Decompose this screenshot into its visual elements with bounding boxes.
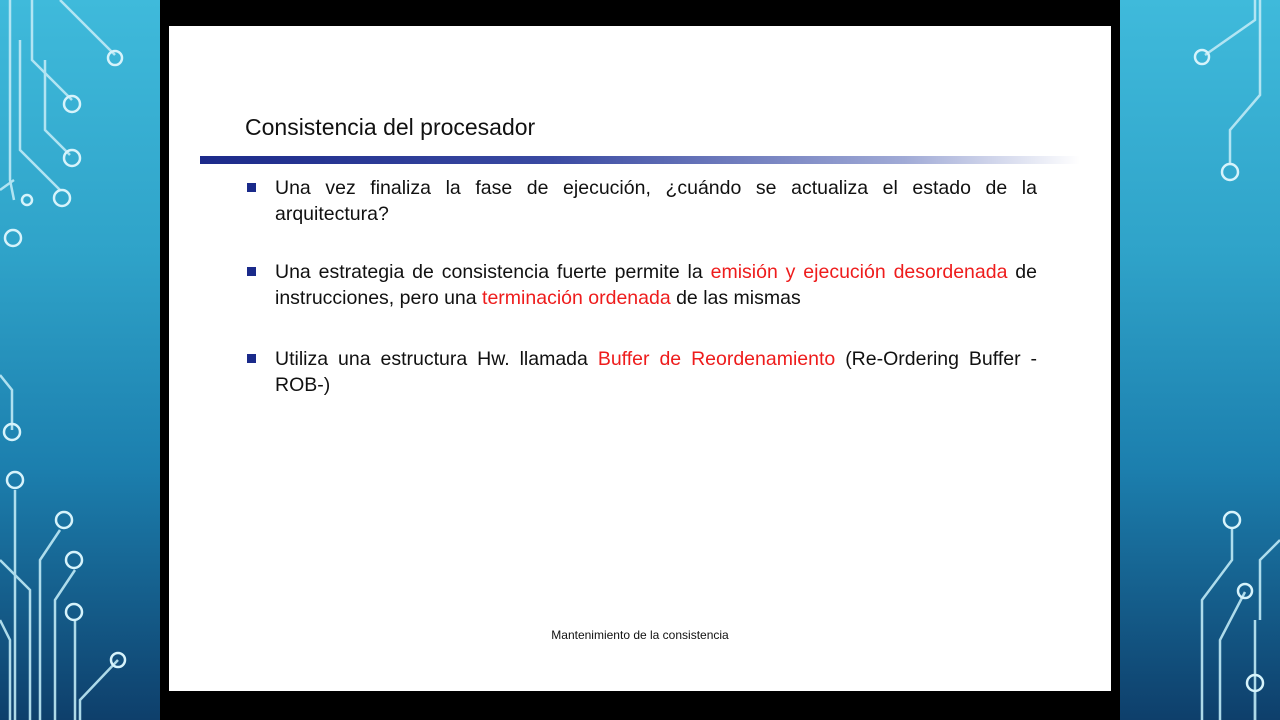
title-underline (200, 156, 1080, 164)
bullet-text: de instrucciones, pero una (275, 261, 1037, 309)
left-circuit-panel (0, 0, 160, 720)
circuit-trace-decoration (1120, 0, 1280, 720)
highlight-text: terminación ordenada (482, 286, 671, 309)
circuit-trace-decoration (0, 0, 160, 720)
right-circuit-panel (1120, 0, 1280, 720)
bullet-item (247, 347, 1037, 398)
bullet-text: (Re-Ordering Buffer -ROB-) (275, 348, 1038, 396)
bullet-item (247, 176, 1037, 227)
bullet-text: de las mismas (670, 286, 801, 309)
slide-footer: Mantenimiento de la consistencia (551, 628, 729, 642)
square-bullet-icon (247, 183, 256, 192)
square-bullet-icon (247, 354, 256, 363)
bullet-text: Utiliza una estructura Hw. llamada (275, 348, 598, 370)
slide (169, 26, 1111, 691)
highlight-text: emisión y ejecución desordenada (710, 261, 1008, 283)
slide-stage (160, 0, 1120, 720)
bullet-text: Una estrategia de consistencia fuerte permite la (275, 261, 711, 283)
highlight-text: Buffer de Reordenamiento (597, 348, 836, 370)
bullet-list (247, 176, 1037, 431)
square-bullet-icon (247, 267, 256, 276)
bullet-item (247, 260, 1037, 311)
bullet-text: Una vez finaliza la fase de ejecución, ¿cuándo se actualiza el estado de la arquitectura? (275, 177, 1037, 225)
slide-title: Consistencia del procesador (245, 114, 536, 140)
